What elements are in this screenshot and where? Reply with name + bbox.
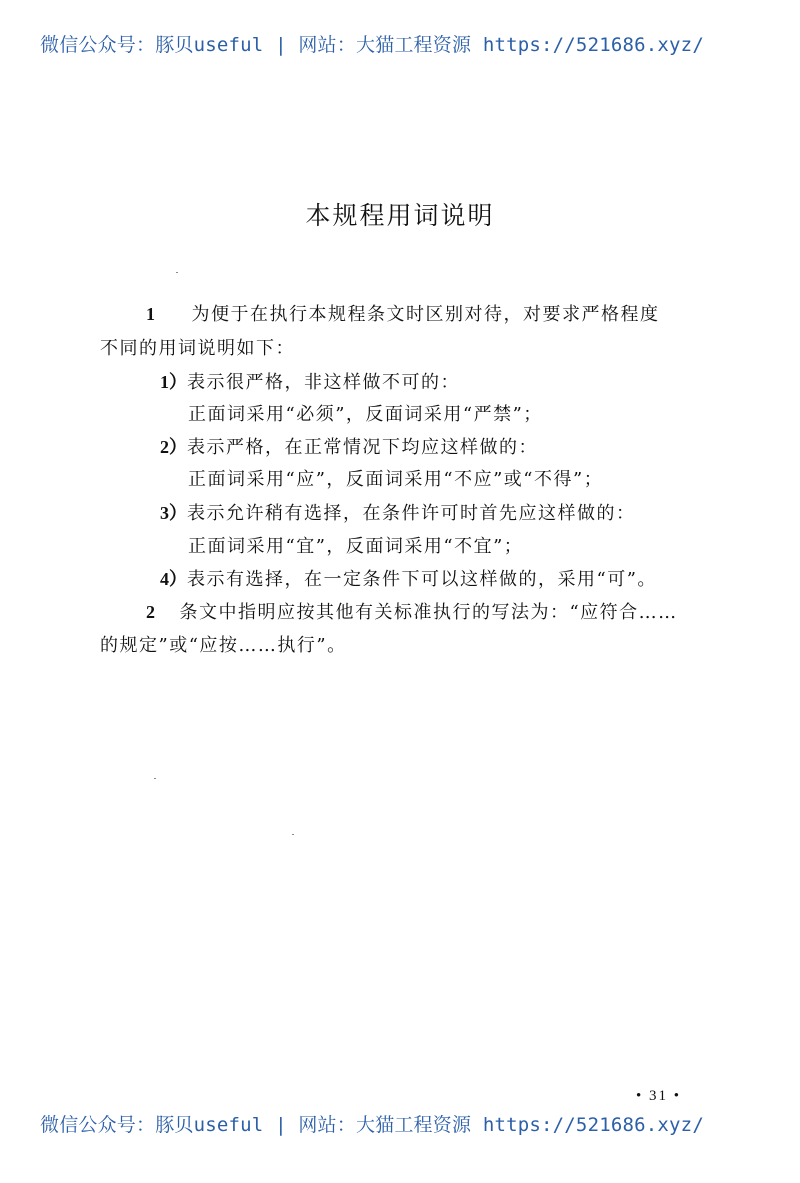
clause-1-text-1: 为便于在执行本规程条文时区别对待，对要求严格程度 (191, 304, 660, 325)
watermark-separator: | (275, 1114, 287, 1136)
item-1-detail-text: 正面词采用“必须”，反面词采用“严禁”； (188, 404, 543, 425)
watermark-url: https://521686.xyz/ (482, 34, 704, 56)
item-1-detail (188, 400, 543, 426)
item-3-text: 表示允许稍有选择，在条件许可时首先应这样做的： (187, 503, 636, 524)
item-3-detail-text: 正面词采用“宜”，反面词采用“不宜”； (188, 536, 524, 557)
watermark-account: 微信公众号：豚贝useful (40, 1114, 264, 1136)
watermark-separator: | (275, 34, 287, 56)
watermark-site: 网站：大猫工程资源 (298, 34, 472, 56)
item-2 (160, 433, 538, 459)
clause-1-line-1 (146, 300, 659, 326)
item-2-detail (188, 465, 603, 491)
item-3-detail (188, 532, 523, 558)
item-2-detail-text: 正面词采用“应”，反面词采用“不应”或“不得”； (188, 469, 604, 490)
scan-speck (176, 272, 178, 273)
watermark-url: https://521686.xyz/ (482, 1114, 704, 1136)
scan-speck (154, 778, 156, 779)
item-4-number: 4） (160, 569, 187, 589)
item-1-number: 1） (160, 372, 187, 392)
item-1 (160, 368, 460, 394)
watermark-bottom (40, 1110, 780, 1137)
clause-1-line-2 (100, 334, 295, 360)
clause-2-line-1 (146, 598, 678, 624)
item-4 (160, 565, 657, 591)
item-3-number: 3） (160, 503, 187, 523)
item-2-text: 表示严格，在正常情况下均应这样做的： (187, 437, 538, 458)
scan-speck (292, 834, 294, 835)
item-4-text: 表示有选择，在一定条件下可以这样做的，采用“可”。 (187, 569, 657, 590)
watermark-top (40, 30, 780, 57)
clause-1-text-2: 不同的用词说明如下： (100, 338, 295, 359)
clause-1-number: 1 (146, 304, 155, 324)
item-1-text: 表示很严格，非这样做不可的： (187, 372, 460, 393)
clause-2-number: 2 (146, 602, 155, 622)
item-2-number: 2） (160, 437, 187, 457)
clause-2-text-1: 条文中指明应按其他有关标准执行的写法为：“应符合…… (179, 602, 678, 623)
clause-2-text-2: 的规定”或“应按……执行”。 (100, 635, 347, 656)
watermark-account: 微信公众号：豚贝useful (40, 34, 264, 56)
page-number: • 31 • (636, 1088, 682, 1104)
page-title: 本规程用词说明 (305, 201, 495, 230)
clause-2-line-2 (100, 631, 347, 657)
watermark-site: 网站：大猫工程资源 (298, 1114, 472, 1136)
item-3 (160, 499, 636, 525)
